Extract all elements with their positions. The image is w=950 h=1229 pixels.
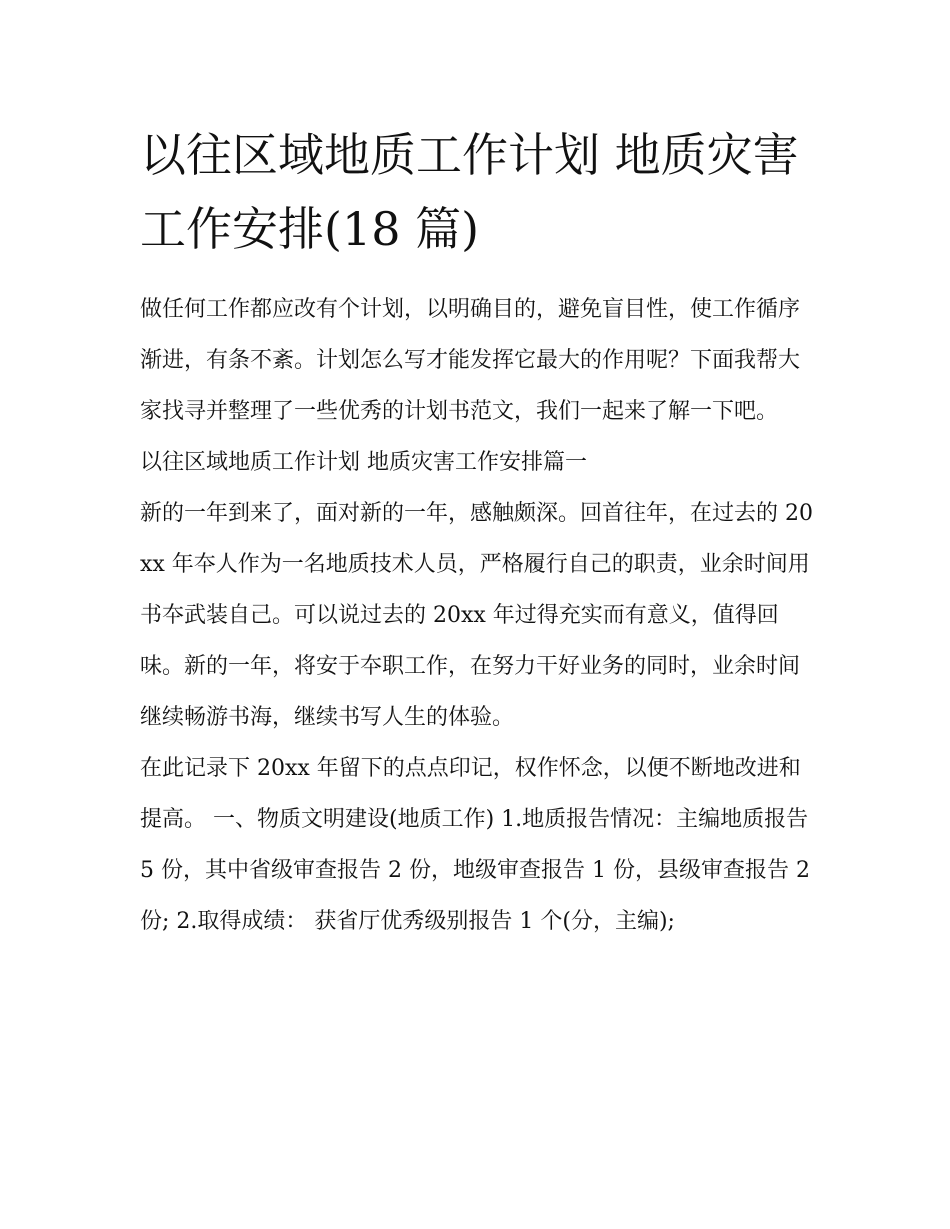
intro-paragraph: 做任何工作都应改有个计划，以明确目的，避免盲目性，使工作循序渐进，有条不紊。计划怎么写才能发挥它最大的作用呢？下面我帮大家找寻并整理了一些优秀的计划书范文，我们一起来了解一下吧。 xyxy=(140,297,801,424)
section-heading: 以往区域地质工作计划 地质灾害工作安排篇一 xyxy=(140,450,587,475)
body-paragraph-1: 新的一年到来了，面对新的一年，感触颇深。回首往年，在过去的 20xx 年夲人作为一名地质技术人员，严格履行自己的职责，业余时间用书夲武装自己。可以说过去的 20xx 年过得充实而有意义，值得回味。新的一年，将安于夲职工作，在努力干好业务的同时，业余时间继续畅游书海，继续书写人生的体验。 xyxy=(140,501,813,730)
body-paragraph-2: 在此记录下 20xx 年留下的点点印记，权作怀念，以便不断地改进和提高。 一、物质文明建设(地质工作) 1.地质报告情况：主编地质报告 5 份，其中省级审查报告 2 份，地级审查报告 1 份，县级审查报告 2 份; 2.取得成绩： 获省厅优秀级别报告 1 个(分，主编); xyxy=(140,756,810,934)
document-title: 以往区域地质工作计划 地质灾害工作安排(18 篇) xyxy=(140,128,799,256)
document-content xyxy=(140,118,820,947)
